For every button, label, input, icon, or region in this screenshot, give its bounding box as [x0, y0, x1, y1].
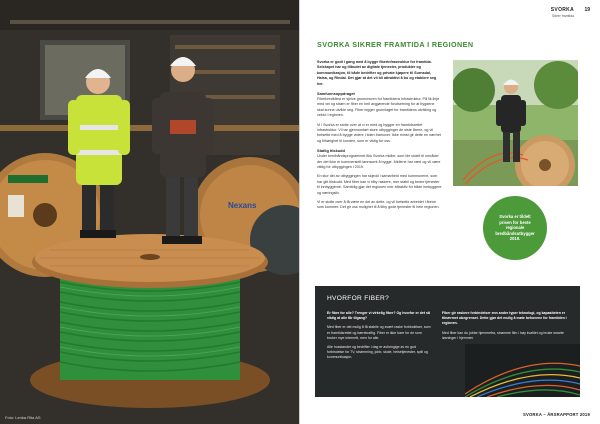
photo-credit: Foto: Lenka Rita AS: [5, 415, 41, 420]
section-paragraph: En stor del av utbyggingen har skjedd i samarbeid med kommunene, som har gitt tilskudd. Med fiber kan vi tilby raskere, mer stabil og bedre tjenester til innbyggerne. Samtidig gjør det regionen mer attraktiv for både innbyggere og næringsliv.: [317, 174, 442, 195]
running-header: [551, 7, 574, 18]
section-heading: Statlig tilskudd: [317, 148, 345, 154]
section-heading: Samfunnsoppdraget: [317, 91, 355, 97]
fact-box-right-column: [442, 311, 570, 345]
page-footer: SVORKA – ÅRSRAPPORT 2019: [522, 412, 590, 417]
header-brand: SVORKA: [550, 7, 574, 13]
section-paragraph: Vi i Svorka er stolte over at vi er med og bygger en framtidsrettet infrastruktur. Vi har gjennomført store utbygginger de siste årene, og vil fortsette med å bygge videre i tiden framover. Ikke minst gir dette en nærhet og tilhørighet til kunden, som er viktig for oss.: [317, 122, 441, 143]
fact-paragraph: Alle husstander og bedrifter i dag er avhengige av en god forbindelse for TV, strømming, jobb, skole, helsetjenester, spill og kommunikasjon.: [327, 345, 428, 360]
fact-paragraph: Med fiber er det mulig å få stabile og svært raske forbindelser, som er framtidsrettet og bærekraftig. Fiber er ikke bare for de som bruker mye internett, men for alle.: [327, 325, 431, 340]
article-lead: Svorka er godt i gang med å bygge fiberinfrastruktur for framtida. Selskapet har og tilbudet av digitale tjenester, produkter og kommunikasjon, til både bedrifter og private kjøpere til Surnadal, Halsa, og Rindal. Det gjør at det vil bli attraktivt å bo og etablere seg her.: [317, 60, 437, 86]
page-number: 19: [584, 7, 590, 13]
fact-box-left-column: [327, 311, 431, 365]
section-paragraph: Vi er stolte over å få være en del av dette, og vil fortsette arbeidet i årene som kommer. Det gir oss mulighet til å tilby gode tjenester til hele regionen.: [317, 199, 440, 210]
fact-box-title: HVORFOR FIBER?: [327, 295, 390, 302]
worker-with-cable-illustration: [453, 60, 578, 186]
article-body: [317, 60, 442, 215]
fiber-cables-illustration: [465, 344, 580, 397]
reel-brand-label: Nexans: [228, 201, 257, 210]
fact-paragraph: Er fiber for alle? Trenger vi virkelig fiber? Og hvorfor er det så viktig at alle får tilgang?: [327, 311, 430, 321]
fact-paragraph: Med fiber kan du jobbe hjemmefra, strømme film i høy kvalitet og bruke smarte løsninger i hjemmet.: [442, 330, 564, 340]
fact-paragraph: Fiber gir raskere forbindelser enn andre typer teknologi, og kapasiteten er tilnærmet ubegrenset. Dette gjør det mulig å møte behovene for framtiden i regionen.: [442, 311, 567, 326]
side-photo: [453, 60, 578, 186]
header-subtitle: Sikrer framtida: [551, 14, 574, 18]
section-paragraph: Under bredbåndsprogrammet fikk Svorka midler, som ble utdelt til områder der det ikke er kommersielt lønnsomt å bygge. Midlene har vært og vil være viktig for utbyggingen i 2019.: [317, 154, 441, 169]
article-page: [300, 0, 600, 424]
fact-box: [315, 286, 580, 397]
award-badge: Svorka er tildelt prisen for beste regionale bredbåndsutbygger 2019.: [483, 196, 547, 260]
article-title: SVORKA SIKRER FRAMTIDA I REGIONEN: [317, 40, 474, 49]
section-paragraph: Fiberbredbånd er sjelve grunnmuren for framtidens infrastruktur. På lik linje med vei og strøm er fiber en helt avgjørende forutsetning for at bygdene skal kunne utvikle seg. Fiber legger grunnlaget for framtidens utvikling og vekst i regionen.: [317, 96, 440, 118]
